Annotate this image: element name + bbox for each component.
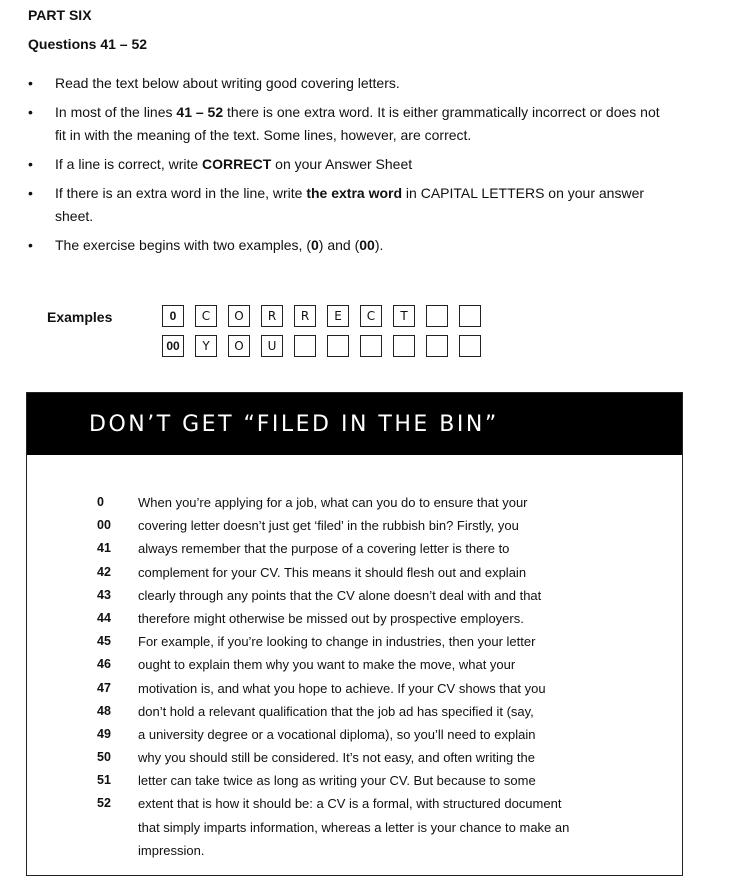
line-number: 0	[97, 495, 104, 509]
answer-cell: Y	[195, 335, 217, 357]
text-line	[27, 630, 682, 653]
instruction-bold: the extra word	[306, 185, 403, 201]
instruction-text: The exercise begins with two examples, (	[55, 237, 311, 253]
answer-cell: 0	[162, 305, 184, 327]
line-number: 51	[97, 773, 111, 788]
text-line	[27, 677, 682, 700]
line-text: don’t hold a relevant qualification that the job ad has specified it (say,	[138, 703, 534, 719]
instruction-text: Read the text below about writing good covering letters.	[55, 75, 400, 91]
answer-cell	[426, 335, 448, 357]
line-text: a university degree or a vocational diploma), so you’ll need to explain	[138, 726, 536, 742]
instructions-list	[28, 72, 668, 263]
line-number: 52	[97, 796, 111, 811]
text-line	[27, 514, 682, 537]
instruction-text: If a line is correct, write	[55, 156, 203, 172]
instruction-bold: CORRECT	[202, 156, 272, 172]
line-number: 43	[97, 587, 111, 602]
line-text: impression.	[138, 842, 205, 858]
line-text: extent that is how it should be: a CV is a formal, with structured document	[138, 796, 562, 812]
line-text: covering letter doesn’t just get ‘filed’ in the rubbish bin? Firstly, you	[138, 518, 519, 534]
instruction-text: ).	[374, 237, 384, 253]
line-text: For example, if you’re looking to change in industries, then your letter	[138, 634, 536, 650]
line-text: letter can take twice as long as writing your CV. But because to some	[138, 773, 536, 789]
instruction-item	[28, 234, 668, 257]
article-lines	[27, 491, 682, 862]
header	[28, 6, 147, 53]
answer-cell: O	[228, 305, 250, 327]
answer-cell: 00	[162, 335, 184, 357]
instruction-item	[28, 153, 668, 176]
line-number: 44	[97, 610, 111, 625]
text-line	[27, 561, 682, 584]
text-line	[27, 491, 682, 514]
article-title: DON’T GET “FILED IN THE BIN”	[89, 411, 499, 437]
bullet-icon: •	[28, 237, 33, 253]
questions-title: Questions 41 – 52	[28, 36, 148, 52]
text-line	[27, 792, 682, 815]
part-title: PART SIX	[28, 7, 92, 23]
bullet-icon: •	[28, 185, 33, 201]
answer-cell: C	[195, 305, 217, 327]
text-line	[27, 769, 682, 792]
answer-cell	[459, 335, 481, 357]
text-line	[27, 607, 682, 630]
text-line	[27, 723, 682, 746]
text-line	[27, 537, 682, 560]
instruction-text: on your Answer Sheet	[271, 156, 413, 172]
text-line	[27, 839, 682, 862]
instruction-item	[28, 182, 668, 228]
answer-cell: T	[393, 305, 415, 327]
instruction-text: in CAPITAL LETTERS on your answer sheet.	[55, 185, 645, 224]
line-number: 46	[97, 657, 111, 672]
answer-cell: R	[261, 305, 283, 327]
answer-cell: O	[228, 335, 250, 357]
answer-cell	[459, 305, 481, 327]
answer-cell: E	[327, 305, 349, 327]
answer-cell	[426, 305, 448, 327]
line-number: 50	[97, 750, 111, 765]
examples-label: Examples	[47, 309, 113, 325]
line-number: 48	[97, 703, 111, 718]
instruction-bold: 00	[359, 237, 375, 253]
answer-cell	[294, 335, 316, 357]
line-text: clearly through any points that the CV alone doesn’t deal with and that	[138, 587, 542, 603]
text-line	[27, 653, 682, 676]
bullet-icon: •	[28, 156, 33, 172]
text-line	[27, 816, 682, 839]
answer-cell	[360, 335, 382, 357]
answer-cell: C	[360, 305, 382, 327]
instruction-bold: 0	[311, 237, 319, 253]
line-number: 47	[97, 680, 111, 695]
answer-cell	[393, 335, 415, 357]
text-line	[27, 700, 682, 723]
text-line	[27, 746, 682, 769]
line-text: complement for your CV. This means it should flesh out and explain	[138, 564, 527, 580]
line-text: motivation is, and what you hope to achieve. If your CV shows that you	[138, 680, 546, 696]
line-text: When you’re applying for a job, what can you do to ensure that your	[138, 495, 528, 510]
line-text: ought to explain them why you want to make the move, what your	[138, 657, 516, 673]
line-text: why you should still be considered. It’s not easy, and often writing the	[138, 750, 535, 766]
bullet-icon: •	[28, 75, 33, 91]
line-number: 49	[97, 726, 111, 741]
article-title-banner	[27, 393, 682, 455]
answer-cell: R	[294, 305, 316, 327]
answer-cell: U	[261, 335, 283, 357]
line-number: 41	[97, 541, 111, 556]
article-box	[26, 392, 683, 876]
instruction-item	[28, 72, 668, 95]
answer-cell	[327, 335, 349, 357]
line-text: that simply imparts information, whereas a letter is your chance to make an	[138, 819, 570, 835]
instruction-text: there is one extra word. It is either grammatically incorrect or does not fit in with the meaning of the text. Some lines, however, are correct.	[55, 104, 660, 143]
text-line	[27, 584, 682, 607]
instruction-bold: 41 – 52	[176, 104, 224, 120]
line-number: 45	[97, 634, 111, 649]
example-row-correct	[162, 305, 492, 327]
instruction-item	[28, 101, 668, 147]
example-row-you	[162, 335, 492, 357]
instruction-text: In most of the lines	[55, 104, 177, 120]
line-text: therefore might otherwise be missed out by prospective employers.	[138, 610, 524, 626]
line-number: 00	[97, 518, 111, 533]
bullet-icon: •	[28, 104, 33, 120]
instruction-text: ) and (	[318, 237, 360, 253]
line-number: 42	[97, 564, 111, 579]
instruction-text: If there is an extra word in the line, write	[55, 185, 307, 201]
line-text: always remember that the purpose of a covering letter is there to	[138, 541, 510, 557]
